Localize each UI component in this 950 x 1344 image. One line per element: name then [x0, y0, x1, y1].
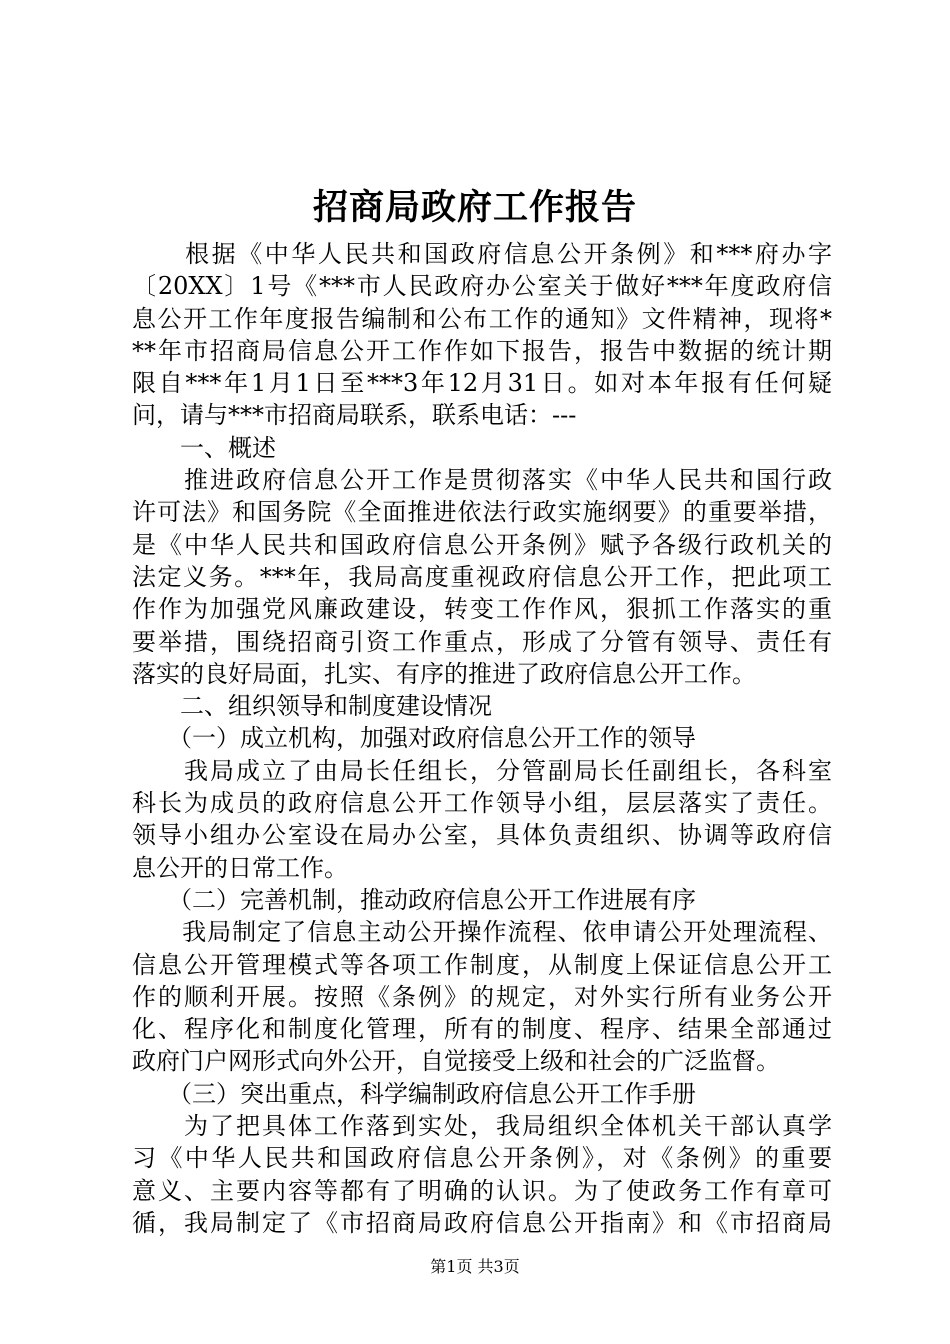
text-line: 一、概述	[132, 433, 276, 462]
text-line: 作作为加强党风廉政建设，转变工作作风，狠抓工作落实的重	[132, 595, 832, 624]
text-line: 是《中华人民共和国政府信息公开条例》赋予各级行政机关的	[132, 530, 832, 559]
text-line: **年市招商局信息公开工作作如下报告，报告中数据的统计期	[132, 336, 832, 365]
text-line: 根据《中华人民共和国政府信息公开条例》和***府办字	[132, 240, 832, 268]
text-line: 意义、主要内容等都有了明确的认识。为了使政务工作有章可	[132, 1176, 832, 1205]
text-line: 为了把具体工作落到实处，我局组织全体机关干部认真学	[132, 1112, 832, 1141]
text-line: （三）突出重点，科学编制政府信息公开工作手册	[132, 1079, 696, 1108]
text-line: 要举措，围绕招商引资工作重点，形成了分管有领导、责任有	[132, 627, 832, 656]
document-title: 招商局政府工作报告	[312, 187, 637, 228]
document-body	[132, 238, 832, 1239]
text-line: 法定义务。***年，我局高度重视政府信息公开工作，把此项工	[132, 562, 832, 591]
text-line: 息公开的日常工作。	[132, 853, 348, 882]
page-footer: 第1页 共3页	[430, 1257, 520, 1276]
text-line: 习《中华人民共和国政府信息公开条例》，对《条例》的重要	[132, 1144, 832, 1173]
text-line: 信息公开管理模式等各项工作制度，从制度上保证信息公开工	[132, 950, 832, 979]
text-line: （二）完善机制，推动政府信息公开工作进展有序	[132, 885, 696, 914]
text-line: 作的顺利开展。按照《条例》的规定，对外实行所有业务公开	[132, 982, 832, 1011]
text-line: 循，我局制定了《市招商局政府信息公开指南》和《市招商局	[132, 1208, 832, 1237]
text-line: 科长为成员的政府信息公开工作领导小组，层层落实了责任。	[132, 789, 832, 818]
text-line: 落实的良好局面，扎实、有序的推进了政府信息公开工作。	[132, 659, 756, 688]
text-line: 我局制定了信息主动公开操作流程、依申请公开处理流程、	[132, 918, 832, 947]
text-line: 问，请与***市招商局联系，联系电话：---	[132, 401, 577, 430]
text-line: 息公开工作年度报告编制和公布工作的通知》文件精神，现将*	[132, 304, 832, 333]
text-line: 〔20XX〕1号《***市人民政府办公室关于做好***年度政府信	[132, 272, 832, 301]
text-line: 推进政府信息公开工作是贯彻落实《中华人民共和国行政	[132, 466, 832, 495]
text-line: 领导小组办公室设在局办公室，具体负责组织、协调等政府信	[132, 821, 832, 850]
text-line: 许可法》和国务院《全面推进依法行政实施纲要》的重要举措，	[132, 498, 832, 527]
text-line: 化、程序化和制度化管理，所有的制度、程序、结果全部通过	[132, 1015, 832, 1044]
text-line: 政府门户网形式向外公开，自觉接受上级和社会的广泛监督。	[132, 1047, 780, 1076]
text-line: 限自***年1月1日至***3年12月31日。如对本年报有任何疑	[132, 369, 832, 398]
text-line: （一）成立机构，加强对政府信息公开工作的领导	[132, 724, 696, 753]
text-line: 二、组织领导和制度建设情况	[132, 692, 492, 721]
text-line: 我局成立了由局长任组长，分管副局长任副组长，各科室	[132, 756, 832, 785]
